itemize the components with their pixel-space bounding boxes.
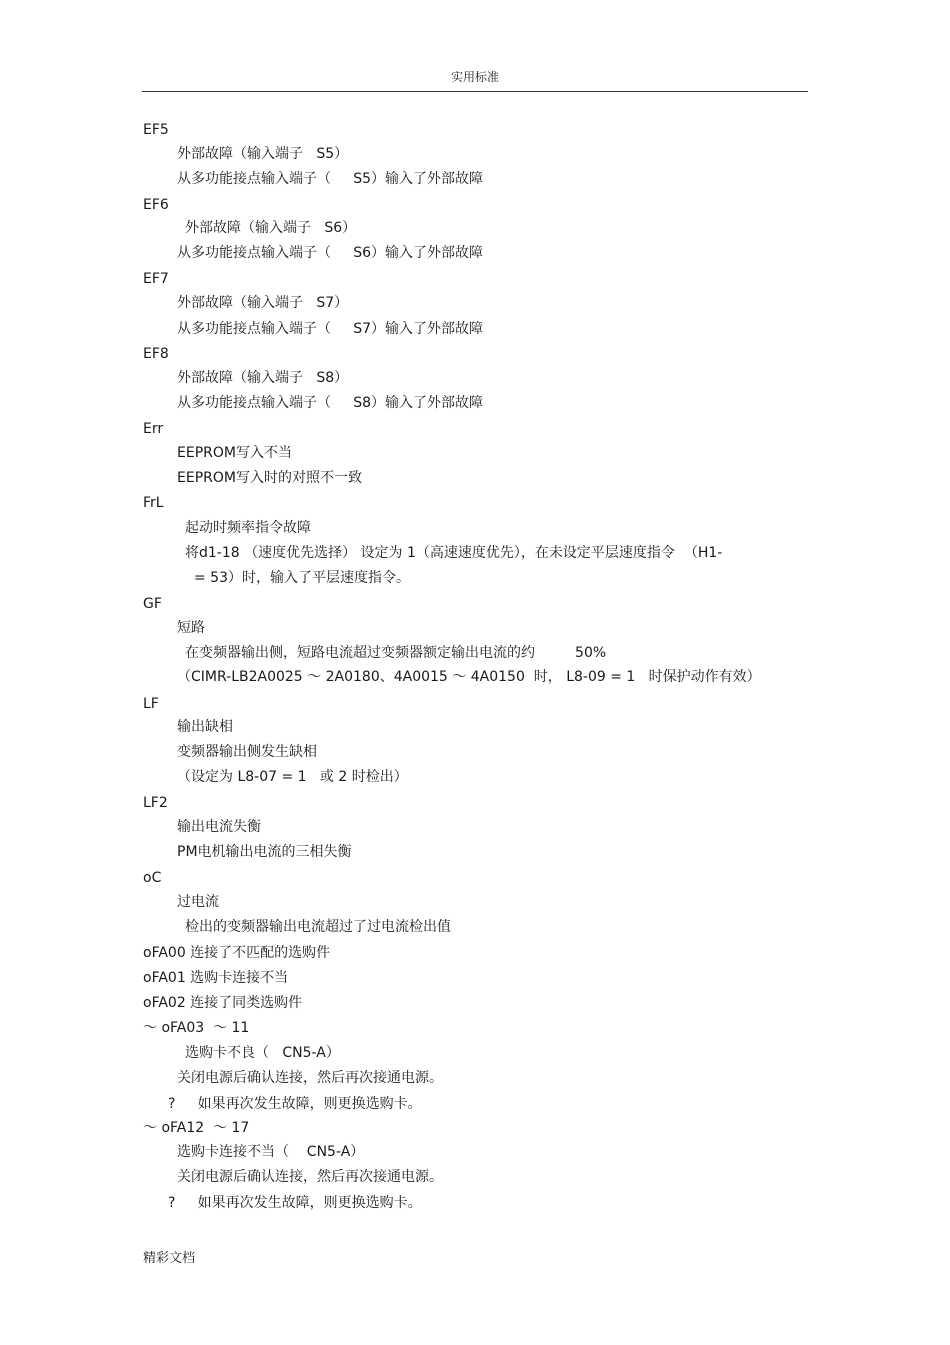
- fault-code: EF6: [143, 197, 169, 213]
- fault-code: EF7: [143, 271, 169, 287]
- fault-name: 过电流: [177, 894, 219, 910]
- fault-code: Err: [143, 421, 164, 437]
- header-rule: [142, 91, 808, 92]
- fault-code: oC: [143, 870, 162, 886]
- fault-code-range: ～ oFA03 ～ 11: [143, 1020, 250, 1036]
- fault-cause: 从多功能接点输入端子（ S8）输入了外部故障: [177, 395, 484, 411]
- fault-note: （CIMR-LB2A0025 ～ 2A0180、4A0015 ～ 4A0150 时， L8-09 = 1 时保护动作有效）: [177, 669, 761, 685]
- fault-cause-continued: = 53）时，输入了平层速度指令。: [194, 570, 410, 586]
- fault-name: 选购卡不良（ CN5-A）: [185, 1045, 340, 1061]
- fault-remedy: 关闭电源后确认连接，然后再次接通电源。: [177, 1169, 443, 1185]
- fault-code: EF8: [143, 346, 169, 362]
- fault-name: 外部故障（输入端子 S8）: [177, 370, 349, 386]
- fault-cause: 从多功能接点输入端子（ S5）输入了外部故障: [177, 171, 484, 187]
- fault-note: （设定为 L8-07 = 1 或 2 时检出）: [177, 769, 408, 785]
- page-footer: 精彩文档: [143, 1251, 196, 1266]
- fault-name: 外部故障（输入端子 S7）: [177, 295, 349, 311]
- fault-cause: 检出的变频器输出电流超过了过电流检出值: [185, 919, 451, 935]
- fault-code-entry: oFA01 选购卡连接不当: [143, 970, 289, 986]
- fault-name: 短路: [177, 620, 205, 636]
- fault-name: 外部故障（输入端子 S6）: [185, 220, 357, 236]
- fault-name: 起动时频率指令故障: [185, 520, 311, 536]
- fault-name: EEPROM写入不当: [177, 445, 292, 461]
- fault-remedy-bullet: ? 如果再次发生故障，则更换选购卡。: [168, 1195, 422, 1211]
- fault-code-entry: oFA00 连接了不匹配的选购件: [143, 945, 331, 961]
- fault-cause: PM电机输出电流的三相失衡: [177, 844, 352, 860]
- fault-cause: 从多功能接点输入端子（ S7）输入了外部故障: [177, 321, 484, 337]
- fault-name: 输出缺相: [177, 719, 233, 735]
- fault-name: 选购卡连接不当（ CN5-A）: [177, 1144, 365, 1160]
- fault-name: 输出电流失衡: [177, 819, 261, 835]
- fault-name: 外部故障（输入端子 S5）: [177, 146, 349, 162]
- fault-code-entry: oFA02 连接了同类选购件: [143, 995, 303, 1011]
- fault-cause: 变频器输出侧发生缺相: [177, 744, 317, 760]
- fault-remedy: 关闭电源后确认连接，然后再次接通电源。: [177, 1070, 443, 1086]
- fault-cause: EEPROM写入时的对照不一致: [177, 470, 362, 486]
- fault-code: LF: [143, 696, 159, 712]
- fault-cause: 将d1-18 （速度优先选择） 设定为 1（高速速度优先），在未设定平层速度指令 （H1-: [185, 545, 723, 561]
- fault-remedy-bullet: ? 如果再次发生故障，则更换选购卡。: [168, 1096, 422, 1112]
- fault-code: LF2: [143, 795, 168, 811]
- fault-code: FrL: [143, 495, 164, 511]
- fault-code: GF: [143, 596, 162, 612]
- page-header-title: 实用标准: [450, 70, 499, 84]
- fault-code: EF5: [143, 122, 169, 138]
- fault-cause: 在变频器输出侧，短路电流超过变频器额定输出电流的约 50%: [185, 645, 607, 661]
- fault-code-range: ～ oFA12 ～ 17: [143, 1120, 250, 1136]
- fault-cause: 从多功能接点输入端子（ S6）输入了外部故障: [177, 245, 484, 261]
